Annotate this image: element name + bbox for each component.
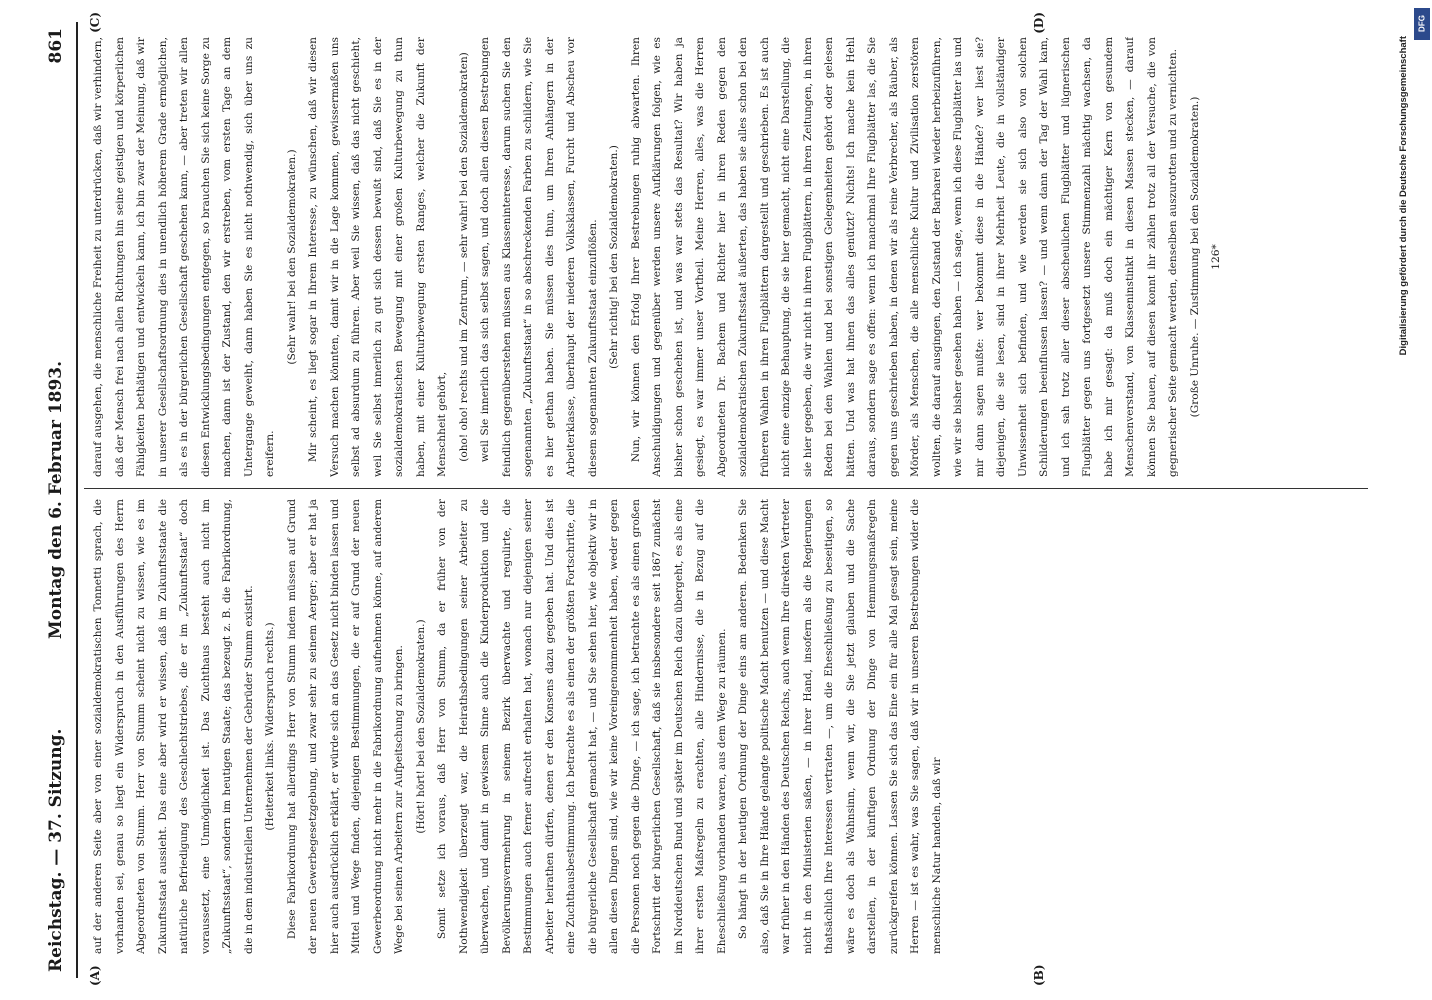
paragraph: Mir scheint, es liegt sogar in Ihrem Interesse, zu wünschen, daß wir diesen Versuch machen könnten, damit wir in die Lage kommen, gewissermaßen uns selbst ad absurdum zu führen. Aber weil Sie wissen, daß das nicht geschieht, weil Sie selbst innerlich zu gut sich dessen bewußt sind, daß Sie es in der sozialdemokratischen Bewegung mit einer großen Kulturbewegung zu thun haben, mit einer Kulturbewegung ersten Ranges, welcher die Zukunft der Menschheit gehört, <box>307 37 448 477</box>
remark: (Sehr richtig! bei den Sozialdemokraten.) <box>608 145 620 369</box>
remark: (Sehr wahr! bei den Sozialdemokraten.) <box>285 149 298 365</box>
header-rule <box>76 22 78 978</box>
dfg-logo-text: DFG <box>1417 15 1427 32</box>
paragraph: auf der anderen Seite aber von einer sozialdemokratischen Tonnetti sprach, die vorhanden sei, genau so liegt ein Widerspruch in den Ausführungen des Herrn Abgeordneten von Stumm. Herr von Stumm scheint nicht zu wissen, wie es im Zukunftsstaat aussieht. Das eine aber wird er wissen, daß im Zukunftsstaate die natürliche Befriedigung des Geschlechtstriebes, die er im „Zukunftsstaat“ doch voraussetzt, eine Unmöglichkeit ist. Das Zuchthaus besteht auch nicht im „Zukunftsstaat“, sondern im heutigen Staate; das bezeugt z. B. die Fabrikordnung, die in dem industriellen Unternehmen der Gebrüder Stumm existirt. <box>92 499 255 954</box>
paragraph: Diese Fabrikordnung hat allerdings Herr von Stumm indem müssen auf Grund der neuen Gewerbegesetzgebung, und zwar sehr zu seinem Aerger; aber er hat ja hier auch ausdrücklich erklärt, er würde sich an das Gesetz nicht binden lassen und Mittel und Wege finden, diejenigen Bestimmungen, die er auf Grund der neuen Gewerbeordnung nicht mehr in die Fabrikordnung aufnehmen könne, auf anderem Wege bei seinen Arbeitern zur Aufpeitschung zu bringen. <box>285 499 405 954</box>
rotated-page-content <box>32 8 1382 992</box>
margin-marker-c: (C) <box>88 12 102 33</box>
page-header <box>40 28 76 972</box>
paragraph: Nun, wir können den Erfolg Ihrer Bestrebungen ruhig abwarten. Ihren Anschuldigungen und gegenüber werden unsere Aufklärungen folgen, wie es bisher schon geschehen ist, und was war stets das Resultat? Wir haben ja gesiegt, es war immer unser Vortheil. Meine Herren, alles, was die Herren Abgeordneten Dr. Bachem und Richter hier in ihren Reden gegen den sozialdemokratischen Zukunftsstaat äußerten, das haben sie alles schon bei den früheren Wahlen in ihren Flugblättern dargestellt und geschrieben. Es ist auch nicht eine einzige Behauptung, die sie hier gemacht, nicht eine Darstellung, die sie hier gegeben, die wir nicht in ihren Flugblättern, in ihren Zeitungen, in ihren Reden bei den Wahlen und bei sonstigen Gelegenheiten gehört oder gelesen hätten. Und was hat ihnen das alles genützt? Nichts! Ich mache kein Hehl daraus, sondern sage es offen: wenn ich manchmal Ihre Flugblätter las, die Sie gegen uns geschrieben haben, in denen wir als reine Verbrecher, als Räuber, als Mörder, als Menschen, die alle menschliche Kultur und Zivilisation zerstören wollten, die darauf ausgingen, den Zustand der Barbarei wieder herbeizuführen, wie wir sie bisher gesehen haben — ich sage, wenn ich diese Flugblätter las und mir dann sagen mußte: wer bekommt diese in die Hände? wer liest sie? diejenigen, die sie lesen, sind in ihrer Mehrheit Leute, die in vollständiger Unwissenheit sich befinden, und wie werden sie sich also von solchen Schilderungen beeinflussen lassen? — und wenn dann der Tag der Wahl kam, und ich sah trotz aller dieser abscheulichen Flugblätter und lügnerischen Flugblätter gegen uns fortgesetzt unsere Stimmenzahl mächtig wachsen, da habe ich mir gesagt: da muß doch ein mächtiger Kern von gesundem Menschenverstand, von Klasseninstinkt in diesen Massen stecken, — darauf können Sie bauen, auf diesen konnt ihr zählen trotz all der Versuche, die von gegnerischer Seite gemacht werden, denselben auszurotten und zu vernichten. <box>629 37 1179 477</box>
column-divider <box>84 488 1368 489</box>
remark: (oho! oho! rechts und im Zentrum, — sehr wahr! bei den Sozialdemokraten) <box>457 52 470 462</box>
paragraph: darauf ausgehen, die menschliche Freiheit zu unterdrücken, daß wir verhindern, daß der Mensch frei nach allen Richtungen hin seine geistigen und körperlichen Fähigkeiten bethätigen und entwickeln kann, ich bin zwar der Meinung, daß wir in unserer Gesellschaftsordnung dies in unendlich höherem Grade ermöglichen, als es in der bürgerlichen Gesellschaft geschehen kann, — aber treten wir allen diesen Entwicklungsbedingungen entgegen, so brauchen Sie sich keine Sorge zu machen, dann ist der Zustand, den wir erstreben, vom ersten Tage an dem Untergange geweiht, dann haben Sie es nicht nothwendig, sich über uns zu ereifern. <box>92 37 276 477</box>
right-text-column <box>88 37 1362 477</box>
header-page-number: 861 <box>46 28 66 64</box>
margin-marker-b: (B) <box>1032 964 1046 986</box>
sheet-signature: 126* <box>1210 244 1222 270</box>
digitization-credit <box>1392 36 1416 966</box>
digitization-credit-text: Digitalisierung gefördert durch die Deutsche Forschungsgemeinschaft <box>1398 36 1409 356</box>
remark: (Hört! hört! bei den Sozialdemokraten.) <box>414 619 427 834</box>
scanned-page <box>32 8 1382 992</box>
header-date: Montag den 6. Februar 1893. <box>46 360 66 640</box>
header-session: Reichstag. — 37. Sitzung. <box>46 728 66 972</box>
remark: (Große Unruhe. — Zustimmung bei den Sozialdemokraten.) <box>1188 96 1201 418</box>
remark: (Heiterkeit links. Widerspruch rechts.) <box>264 622 276 831</box>
dfg-logo <box>1414 8 1430 40</box>
paragraph: So hängt in der heutigen Ordnung der Dinge eins am anderen. Bedenken Sie also, daß Sie in Ihre Hände gelangte politische Macht benutzen — und diese Macht war früher in den Händen des Deutschen Reichs, auch wenn Ihre direkten Vertreter nicht in den Ministerien saßen, — in ihrer Hand, insofern als die Regierungen thatsächlich Ihre Interessen vertraten —, um die Eheschließung zu beseitigen, so wäre es doch als Wahnsinn, wenn wir, die Sie jetzt glauben und die Sache darstellen, in der künftigen Ordnung der Dinge von Hemmungsmaßregeln zurückgreifen können. Lassen Sie sich das Eine ein für alle Mal gesagt sein, meine Herren — ist es wahr, was Sie sagen, daß wir in unseren Bestrebungen wider die menschliche Natur handeln, daß wir <box>737 499 943 954</box>
paragraph: Somit setze ich voraus, daß Herr von Stumm, da er früher von der Nothwendigkeit überzeugt war, die Heirathsbedingungen seiner Arbeiter zu überwachen, und damit in gewissem Sinne auch die Kinderproduktion und die Bevölkerungsvermehrung in seinem Bezirk überwachte und regulirte, die Bestimmungen auch ferner aufrecht erhalten hat, wonach nur diejenigen seiner Arbeiter heirathen dürfen, denen er den Konsens dazu gegeben hat. Und dies ist eine Zuchthausbestimmung. Ich betrachte es als einen der größten Fortschritte, die die bürgerliche Gesellschaft gemacht hat, — und Sie sehen hier, wie objektiv wir in allen diesen Dingen sind, wie wir keine Voreingenommenheit haben, weder gegen die Personen noch gegen die Dinge, — ich sage, ich betrachte es als einen großen Fortschritt der bürgerlichen Gesellschaft, daß sie insbesondere seit 1867 zunächst im Norddeutschen Bund und später im Deutschen Reich dazu übergeht, es als eine ihrer ersten Maßregeln zu erachten, alle Hindernisse, die in Bezug auf die Eheschließung vorhanden waren, aus dem Wege zu räumen. <box>436 499 728 954</box>
margin-marker-d: (D) <box>1032 12 1046 34</box>
paragraph: weil Sie innerlich das sich selbst sagen, und doch allen diesen Bestrebungen feindlich gegenüberstehen müssen aus Klasseninteresse, darum suchen Sie den sogenannten „Zukunftsstaat“ in so abschreckenden Farben zu schildern, wie Sie es hier gethan haben. Sie müssen dies thun, um Ihren Anhängern in der Arbeiterklasse, überhaupt der niederen Volksklassen, Furcht und Abscheu vor diesem sogenannten Zukunftsstaat einzuflößen. <box>479 37 599 477</box>
margin-marker-a: (A) <box>88 965 102 986</box>
left-text-column <box>88 499 1362 954</box>
